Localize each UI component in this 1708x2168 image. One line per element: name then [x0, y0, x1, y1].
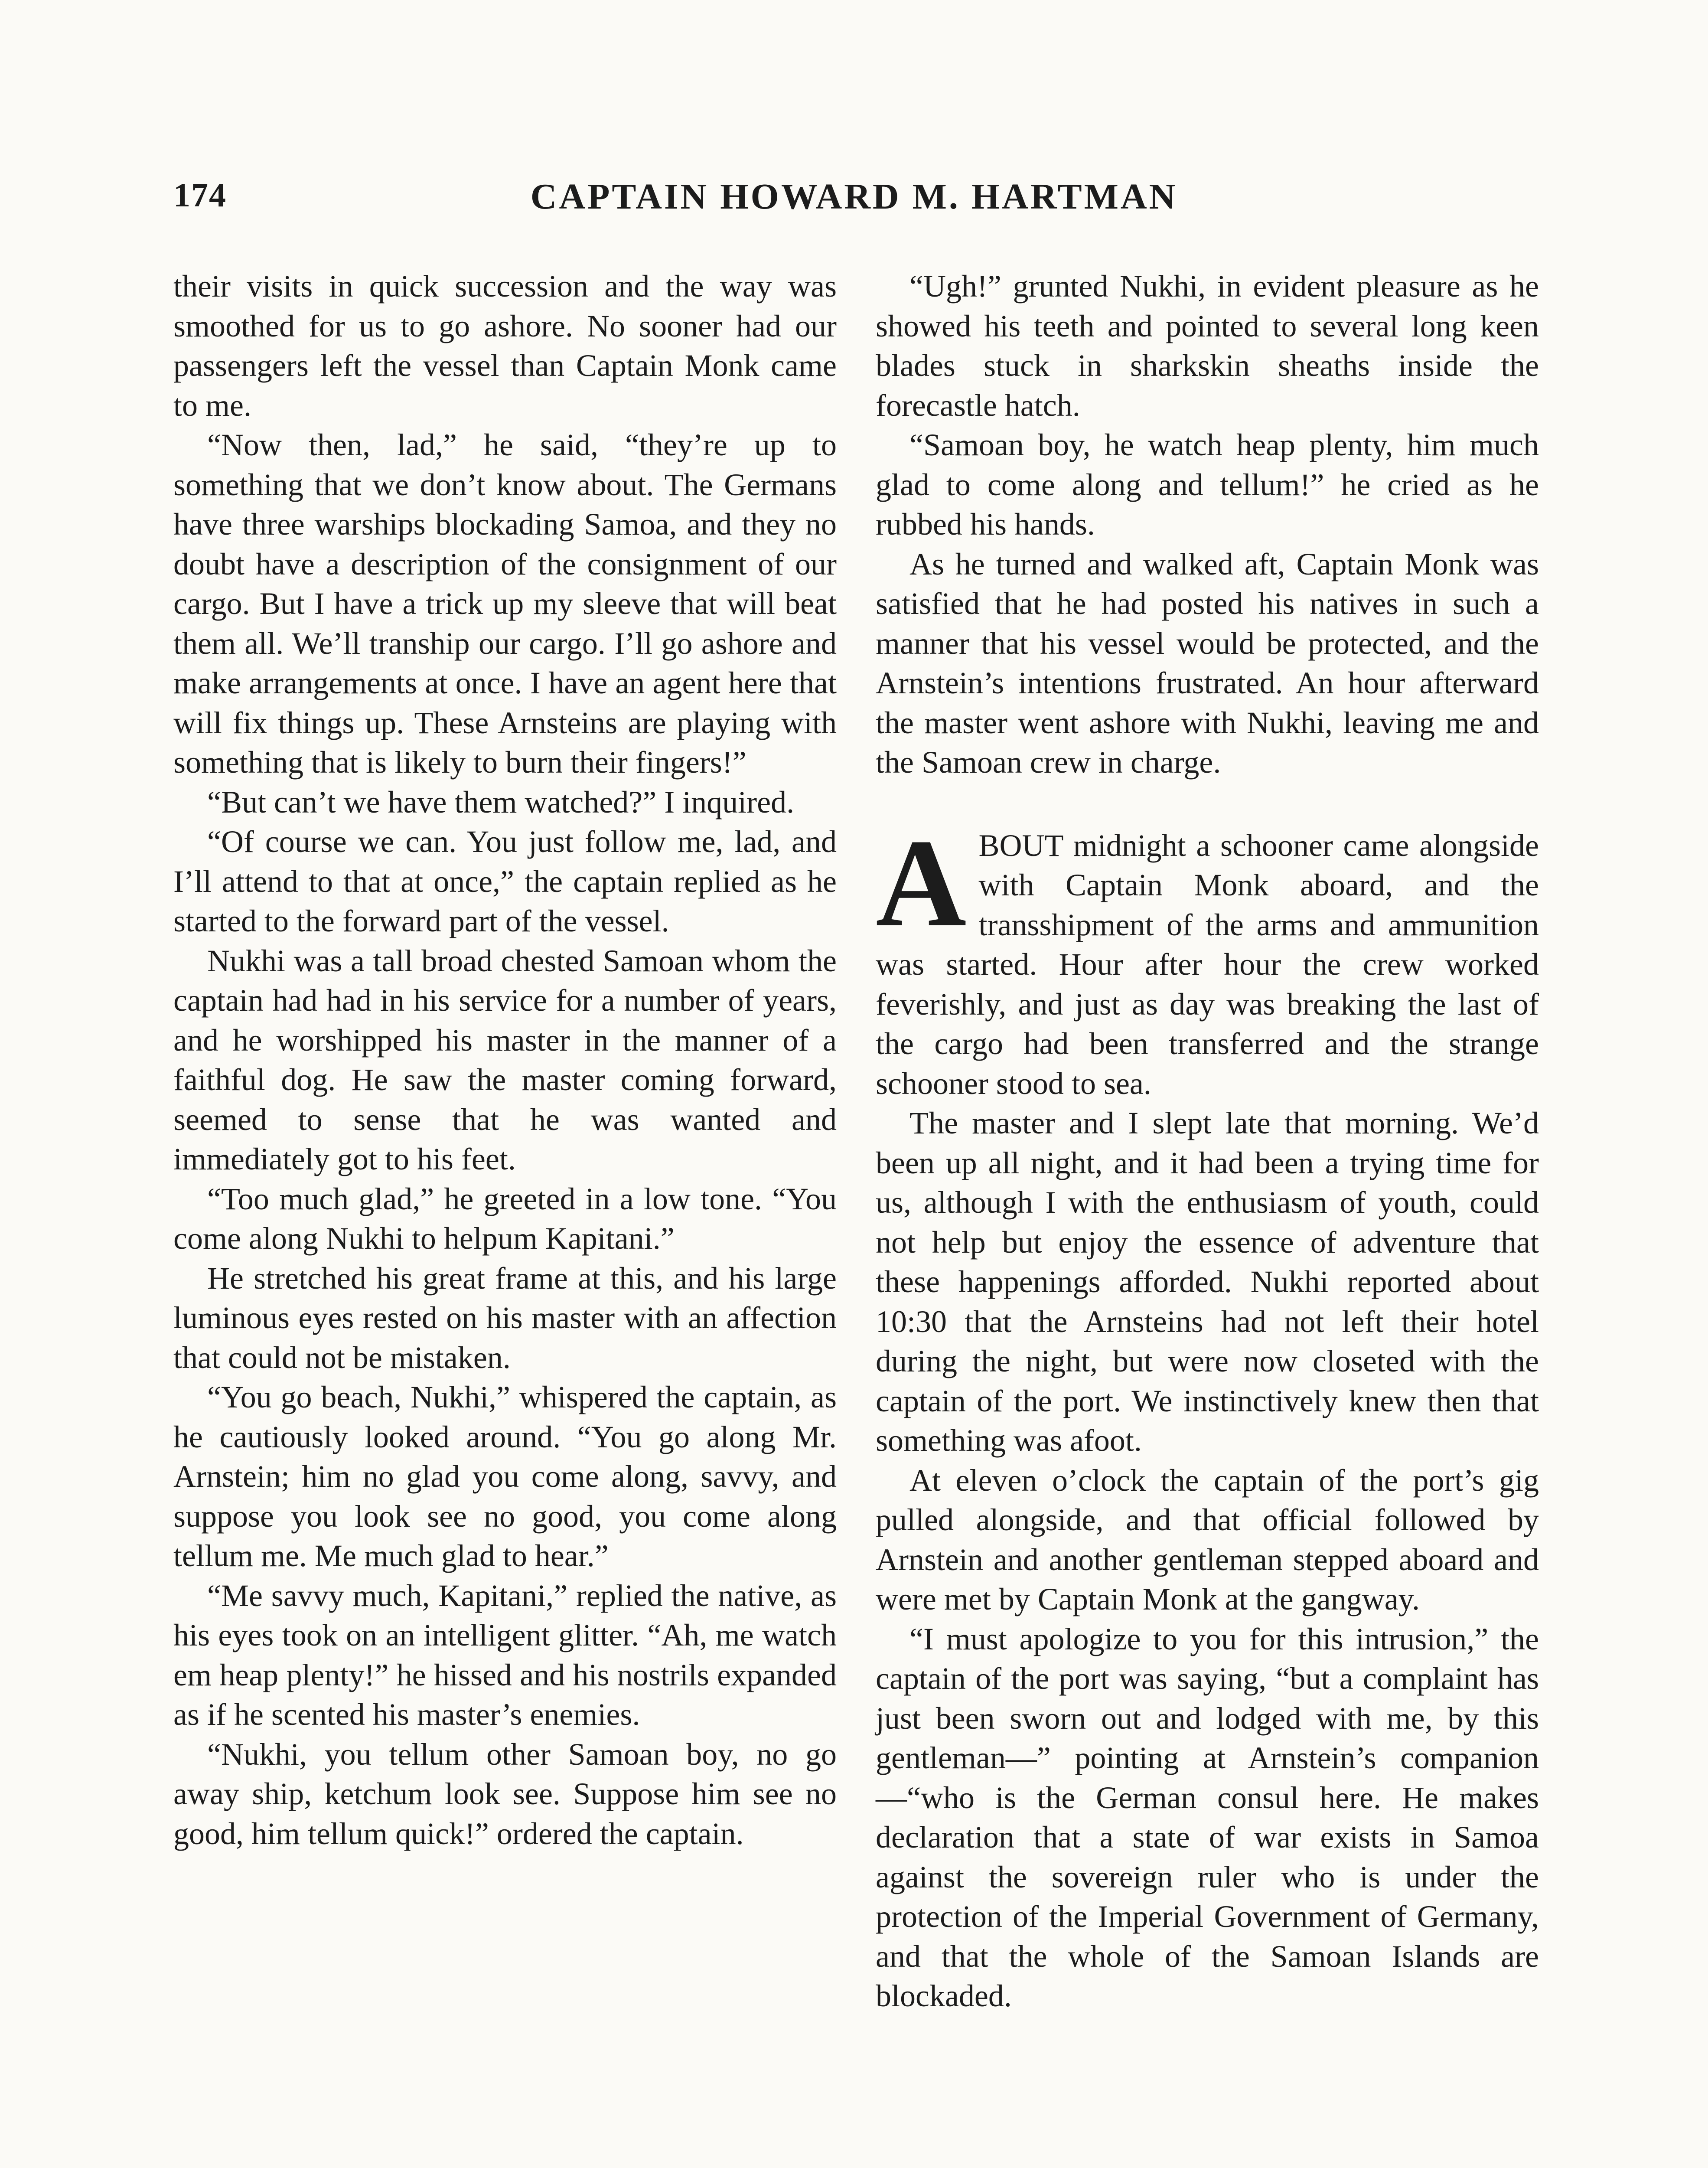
paragraph: “Ugh!” grunted Nukhi, in evident pleasure as he showed his teeth and pointed to several long keen blades stuck in sharkskin sheaths inside the forecastle hatch. [876, 269, 1539, 423]
left-column [173, 267, 837, 1854]
paragraph: As he turned and walked aft, Captain Monk was satisfied that he had posted his natives in such a manner that his vessel would be protected, and the Arnstein’s intentions frustrated. An hour afterward the master went ashore with Nukhi, leaving me and the Samoan crew in charge. [876, 546, 1539, 780]
page-header [173, 176, 1535, 228]
right-column [876, 267, 1539, 2016]
paragraph: “You go beach, Nukhi,” whispered the captain, as he cautiously looked around. “You go along Mr. Arnstein; him no glad you come along, savvy, and suppose you look see no good, you come along tellum me. Me much glad to hear.” [173, 1380, 837, 1573]
paragraph: “Samoan boy, he watch heap plenty, him much glad to come along and tellum!” he cried as he rubbed his hands. [876, 428, 1539, 542]
opening-text: BOUT midnight a schooner came alongside with Captain Monk aboard, and the transshipment of the arms and ammunition was started. Hour after hour the crew worked feverishly, and just as day was breaking the last of the cargo had been transferred and the strange schooner stood to sea. [876, 828, 1539, 1101]
section-break [876, 783, 1539, 826]
paragraph: The master and I slept late that morning. We’d been up all night, and it had been a trying time for us, although I with the enthusiasm of youth, could not help but enjoy the essence of adventure that these happenings afforded. Nukhi reported about 10:30 that the Arnsteins had not left their hotel during the night, but were now closeted with the captain of the port. We instinctively knew then that something was afoot. [876, 1106, 1539, 1458]
paragraph: their visits in quick succession and the way was smoothed for us to go ashore. No sooner had our passengers left the vessel than Captain Monk came to me. [173, 269, 837, 423]
paragraph: He stretched his great frame at this, and his large luminous eyes rested on his master with an affection that could not be mistaken. [173, 1260, 837, 1375]
paragraph: “Now then, lad,” he said, “they’re up to something that we don’t know about. The Germans have three warships blockading Samoa, and they no doubt have a description of the consignment of our cargo. But I have a trick up my sleeve that will beat them all. We’ll tranship our cargo. I’ll go ashore and make arrangements at once. I have an agent here that will fix things up. These Arnsteins are playing with something that is likely to burn their fingers!” [173, 428, 837, 780]
drop-cap: A [876, 813, 967, 953]
paragraph: “Me savvy much, Kapitani,” replied the native, as his eyes took on an intelligent glitter. “Ah, me watch em heap plenty!” he hissed and his nostrils expanded as if he scented his master’s enemies. [173, 1578, 837, 1732]
paragraph: At eleven o’clock the captain of the port’s gig pulled alongside, and that official followed by Arnstein and another gentleman stepped aboard and were met by Captain Monk at the gangway. [876, 1463, 1539, 1616]
paragraph: “But can’t we have them watched?” I inquired. [207, 784, 795, 820]
paragraph: “I must apologize to you for this intrusion,” the captain of the port was saying, “but a complaint has just been sworn out and lodged with me, by this gentleman—” pointing at Arnstein’s companion—“who is the German consul here. He makes declaration that a state of war exists in Samoa against the sovereign ruler who is under the protection of the Imperial Government of Germany, and that the whole of the Samoan Islands are blockaded. [876, 1621, 1539, 2013]
page-number: 174 [173, 176, 227, 214]
section-opening-paragraph [876, 813, 1539, 1104]
paragraph: Nukhi was a tall broad chested Samoan whom the captain had had in his service for a number of years, and he worshipped his master in the manner of a faithful dog. He saw the master coming forward, seemed to sense that he was wanted and immediately got to his feet. [173, 943, 837, 1176]
paragraph: “Too much glad,” he greeted in a low tone. “You come along Nukhi to helpum Kapitani.” [173, 1181, 837, 1256]
running-head: CAPTAIN HOWARD M. HARTMAN [530, 176, 1178, 217]
paragraph: “Of course we can. You just follow me, lad, and I’ll attend to that at once,” the captain replied as he started to the forward part of the vessel. [173, 824, 837, 938]
paragraph: “Nukhi, you tellum other Samoan boy, no go away ship, ketchum look see. Suppose him see no good, him tellum quick!” ordered the captain. [173, 1737, 837, 1851]
